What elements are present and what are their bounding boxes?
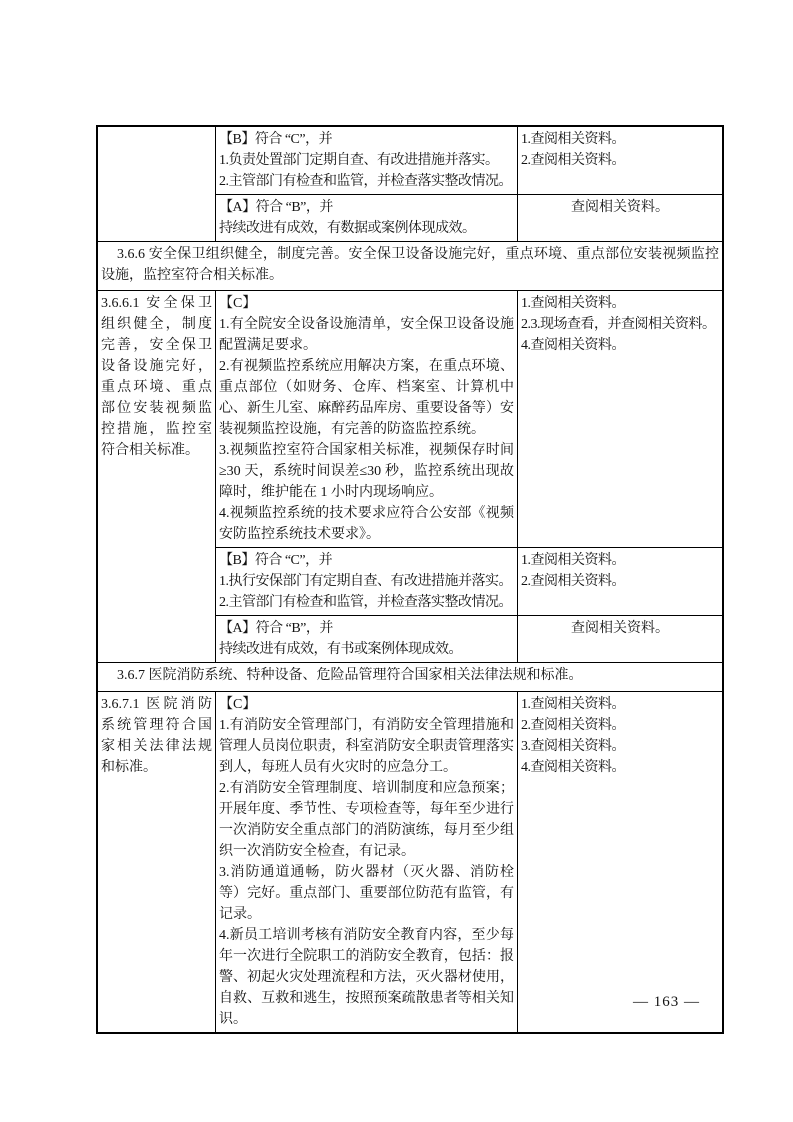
section-367-heading: 3.6.7 医院消防系统、特种设备、危险品管理符合国家相关法律法规和标准。 [97,663,723,692]
text-line: 1.查阅相关资料。 [521,553,625,568]
text-line: 【C】 [219,296,257,311]
text-line: 1.有全院安全设备设施清单，安全保卫设备设施配置满足要求。 [219,317,514,353]
text-line: 【B】符合 “C”，并 [219,553,333,568]
section-heading-row [97,242,723,291]
grade-b-requirement-cell [216,126,518,195]
standards-table [96,125,724,1034]
table-row [97,692,723,1034]
text-line: 3.视频监控室符合国家相关标准，视频保存时间≥30 天，系统时间误差≤30 秒，监控系统出现故障时，维护能在 1 小时内现场响应。 [219,443,514,500]
text-line: 【C】 [219,697,257,712]
text-line: 4.新员工培训考核有消防安全教育内容，至少每年一次进行全院职工的消防安全教育，包括：报警、初起火灾处理流程和方法，灭火器材使用，自救、互救和逃生，按照预案疏散患者等相关知识。 [219,928,514,1027]
text-line: 4.查阅相关资料。 [521,760,625,775]
grade-a-requirement-cell [216,616,518,663]
text-line: 【A】符合 “B”，并 [219,621,333,636]
item-3671-title-cell: 3.6.7.1 医院消防系统管理符合国家相关法律法规和标准。 [97,692,216,1034]
text-line: 2.查阅相关资料。 [521,153,625,168]
text-line: 2.查阅相关资料。 [521,718,625,733]
table-row [97,126,723,195]
review-method-cell [518,548,724,616]
method-text: 查阅相关资料。 [571,200,669,215]
text-line: 2.主管部门有检查和监管，并检查落实整改情况。 [219,174,512,189]
grade-c-requirement-cell [216,692,518,1034]
text-line: 2.有视频监控系统应用解决方案，在重点环境、重点部位（如财务、仓库、档案室、计算机中心、新生儿室、麻醉药品库房、重要设备等）安装视频监控设施，有完善的防盗监控系统。 [219,359,514,437]
grade-c-requirement-cell [216,291,518,548]
text-line: 2.有消防安全管理制度、培训制度和应急预案；开展年度、季节性、专项检查等，每年至少进行一次消防安全重点部门的消防演练，每月至少组织一次消防安全检查，有记录。 [219,781,514,859]
text-line: 1.查阅相关资料。 [521,132,625,147]
section-heading-row [97,663,723,692]
text-line: 4.查阅相关资料。 [521,338,625,353]
text-line: 2.查阅相关资料。 [521,574,625,589]
item-3661-title-cell: 3.6.6.1 安全保卫组织健全，制度完善，安全保卫设备设施完好，重点环境、重点部位安装视频监控措施，监控室符合相关标准。 [97,291,216,663]
text-line: 3.查阅相关资料。 [521,739,625,754]
text-line: 1.查阅相关资料。 [521,296,625,311]
page-number: — 163 — [633,994,700,1010]
text-line: 2.3.现场查看，并查阅相关资料。 [521,317,716,332]
text-line: 持续改进有成效，有数据或案例体现成效。 [219,221,476,236]
grade-b-requirement-cell [216,548,518,616]
text-line: 【B】符合 “C”，并 [219,132,333,147]
text-line: 4.视频监控系统的技术要求应符合公安部《视频安防监控系统技术要求》。 [219,506,514,542]
review-method-cell [518,616,724,663]
review-method-cell [518,126,724,195]
text-line: 持续改进有成效，有书或案例体现成效。 [219,642,462,657]
review-method-cell [518,291,724,548]
text-line: 3.消防通道通畅，防火器材（灭火器、消防栓等）完好。重点部门、重要部位防范有监管，有记录。 [219,865,514,922]
text-line: 1.查阅相关资料。 [521,697,625,712]
method-text: 查阅相关资料。 [571,621,669,636]
text-line: 1.有消防安全管理部门，有消防安全管理措施和管理人员岗位职责，科室消防安全职责管理落实到人，每班人员有火灾时的应急分工。 [219,718,514,775]
review-method-cell [518,195,724,242]
text-line: 1.负责处置部门定期自查、有改进措施并落实。 [219,153,499,168]
text-line: 【A】符合 “B”，并 [219,200,333,215]
item-title-cell-empty [97,126,216,242]
table-row [97,291,723,548]
section-366-heading: 3.6.6 安全保卫组织健全，制度完善。安全保卫设备设施完好，重点环境、重点部位安装视频监控设施，监控室符合相关标准。 [97,242,723,291]
text-line: 2.主管部门有检查和监管，并检查落实整改情况。 [219,595,512,610]
grade-a-requirement-cell [216,195,518,242]
text-line: 1.执行安保部门有定期自查、有改进措施并落实。 [219,574,512,589]
review-method-cell [518,692,724,1034]
